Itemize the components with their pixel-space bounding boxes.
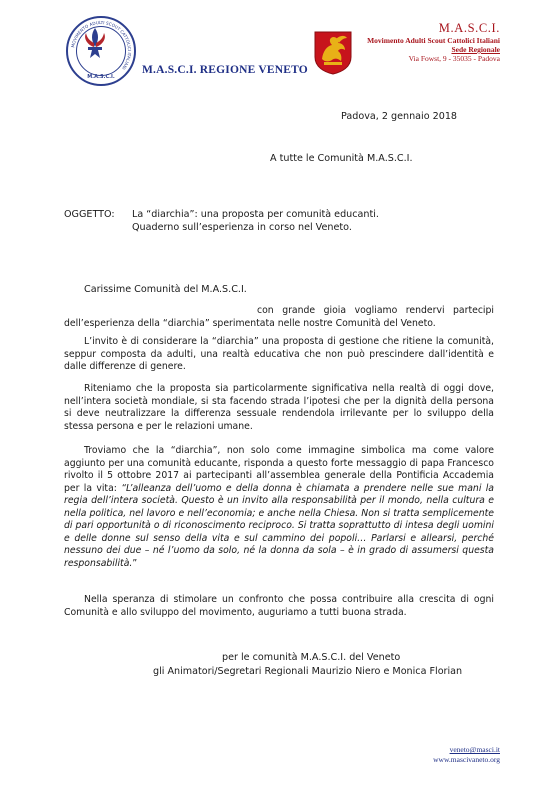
- pope-quote: “L’alleanza dell’uomo e della donna è chiamata a prendere nelle sue mani la regia dell’intera società. Questo è un invito alla responsabilità per il mondo, nella cultura e nella politica, nel lavoro e nell’economia; e anche nella Chiesa. Non si tratta semplicemente di pari opportunità o di riconoscimento reciproco. Si tratta soprattutto di intesa degli uomini e delle donne sul senso della vita e sul cammino dei popoli… Parlarsi e allearsi, perché nessuno dei due – né l’uomo da solo, né la donna da sola – è in grado di assumersi questa responsabilità.: [64, 482, 494, 569]
- paragraph-5: Nella speranza di stimolare un confronto che possa contribuire alla crescita di ogni Comunità e allo sviluppo del movimento, auguriamo a tutti buona strada.: [64, 594, 494, 618]
- footer-website-link[interactable]: www.mascivaneto.org: [433, 755, 500, 764]
- letter-recipient: A tutte le Comunità M.A.S.C.I.: [270, 153, 413, 164]
- org-sede: Sede Regionale: [451, 45, 500, 54]
- masci-logo: [66, 16, 136, 86]
- veneto-lion-shield-icon: [314, 31, 352, 75]
- paragraph-3: Riteniamo che la proposta sia particolarmente significativa nella realtà di oggi dove, nell’intera società mondiale, si sta facendo strada l’ipotesi che per la dignità della persona si deve neutralizzare la differenza sessuale rendendola irrilevante per lo sviluppo della stessa persona e per le relazioni umane.: [64, 383, 494, 432]
- subject-line-1: La “diarchia”: una proposta per comunità educanti.: [132, 209, 379, 220]
- fleur-de-lis-icon: [81, 27, 109, 61]
- greeting: Carissime Comunità del M.A.S.C.I.: [84, 284, 247, 295]
- organization-block: [367, 20, 500, 63]
- paragraph-2: L’invito è di considerare la “diarchia” una proposta di gestione che ritiene la comunità, seppur composta da adulti, una realtà educativa che non può prescindere dall’identità e dalle differenze di genere.: [64, 336, 494, 372]
- org-address: Via Fowst, 9 - 35035 - Padova: [408, 54, 500, 63]
- signature-line-1: per le comunità M.A.S.C.I. del Veneto: [222, 652, 401, 663]
- quote-close: ”: [132, 557, 138, 569]
- org-abbreviation: M.A.S.C.I.: [438, 21, 500, 35]
- subject-line-2: Quaderno sull’esperienza in corso nel Veneto.: [132, 222, 352, 233]
- svg-text:MOVIMENTO ADULTI SCOUT CATTOLI: MOVIMENTO ADULTI SCOUT CATTOLICI ITALIANI: [70, 19, 133, 71]
- paragraph-1: con grande gioia vogliamo rendervi partecipi dell’esperienza della “diarchia” sperimentata nelle nostre Comunità del Veneto.: [64, 305, 494, 329]
- footer-email-link[interactable]: veneto@masci.it: [449, 745, 500, 754]
- signature-line-2: gli Animatori/Segretari Regionali Maurizio Niero e Monica Florian: [153, 666, 463, 677]
- paragraph-4: [64, 445, 494, 570]
- region-title: M.A.S.C.I. REGIONE VENETO: [142, 64, 308, 76]
- paragraph-4-intro: Troviamo che la “diarchia”, non solo come immagine simbolica ma come valore aggiunto per una comunità educante, risponda a questo forte messaggio di papa Francesco rivolto il 5 ottobre 2017 ai partecipanti all’assemblea generale della Pontificia Accademia per la vita:: [64, 445, 494, 494]
- org-name: Movimento Adulti Scout Cattolici Italiani: [367, 36, 500, 45]
- logo-bottom-text: M.A.S.C.I.: [87, 74, 115, 80]
- letter-date: Padova, 2 gennaio 2018: [341, 111, 458, 122]
- subject-label: OGGETTO:: [64, 209, 115, 220]
